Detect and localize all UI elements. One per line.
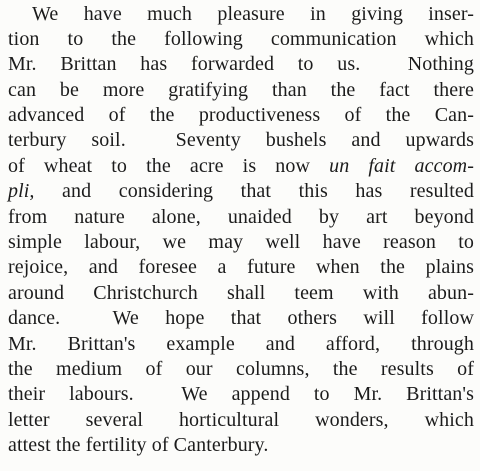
italic-text-run: un fait accom- xyxy=(329,155,474,177)
text-line-3 xyxy=(8,52,474,76)
text-run: rejoice, and foresee a future when the plains xyxy=(8,256,474,278)
text-run: tion to the following communication which xyxy=(8,28,474,50)
text-line-15 xyxy=(8,357,474,381)
text-run: simple labour, we may well have reason to xyxy=(8,231,474,253)
text-run: attest the fertility of Canterbury. xyxy=(8,434,269,456)
text-line-4 xyxy=(8,78,474,102)
text-line-11 xyxy=(8,255,474,279)
text-line-5 xyxy=(8,103,474,127)
text-line-12 xyxy=(8,281,474,305)
text-line-7 xyxy=(8,154,474,178)
text-line-1 xyxy=(32,2,474,26)
text-run: dance. We hope that others will follow xyxy=(8,307,474,329)
text-run: their labours. We append to Mr. Brittan's xyxy=(8,383,474,405)
text-run: letter several horticultural wonders, which xyxy=(8,409,474,431)
text-run: from nature alone, unaided by art beyond xyxy=(8,206,474,228)
text-line-9 xyxy=(8,205,474,229)
text-run: and considering that this has resulted xyxy=(34,180,474,202)
text-run: of wheat to the acre is now xyxy=(8,155,330,177)
text-line-17 xyxy=(8,408,474,432)
text-run: Mr. Brittan has forwarded to us. Nothing xyxy=(8,53,474,75)
italic-text-run: pli, xyxy=(8,180,35,202)
text-run: We have much pleasure in giving inser- xyxy=(32,3,474,25)
text-run: advanced of the productiveness of the Can- xyxy=(8,104,474,126)
text-line-14 xyxy=(8,332,474,356)
text-line-2 xyxy=(8,27,474,51)
text-line-8 xyxy=(8,179,474,203)
text-run: terbury soil. Seventy bushels and upwards xyxy=(8,129,474,151)
text-line-16 xyxy=(8,382,474,406)
text-run: Mr. Brittan's example and afford, through xyxy=(8,333,474,355)
text-line-6 xyxy=(8,128,474,152)
text-run: can be more gratifying than the fact there xyxy=(8,79,474,101)
text-line-18 xyxy=(8,433,268,457)
text-line-10 xyxy=(8,230,474,254)
text-run: around Christchurch shall teem with abun- xyxy=(8,282,474,304)
text-line-13 xyxy=(8,306,474,330)
text-run: the medium of our columns, the results of xyxy=(8,358,474,380)
